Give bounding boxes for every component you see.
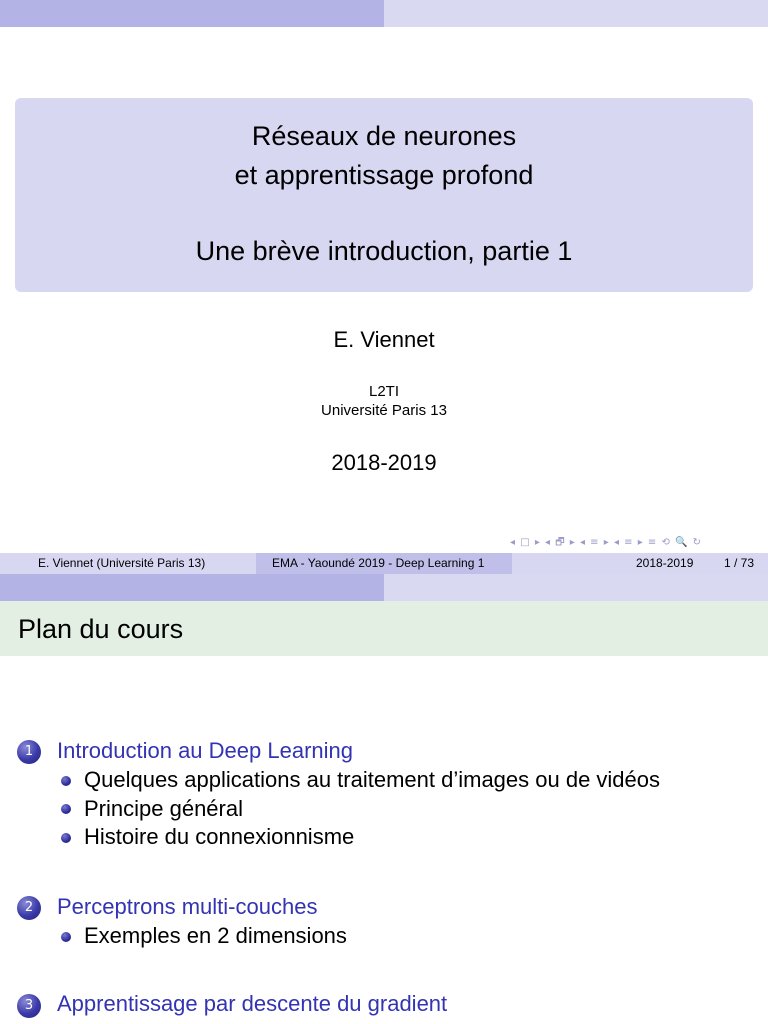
subsection-item[interactable]: Principe général xyxy=(84,796,243,821)
subsection-item[interactable]: Quelques applications au traitement d’images ou de vidéos xyxy=(84,767,661,792)
section-number-3: 3 xyxy=(17,994,41,1018)
header-bar-right xyxy=(384,0,768,27)
bullet-icon xyxy=(61,932,71,942)
title-line-2: et apprentissage profond xyxy=(234,160,534,190)
slide2-header-bar-right xyxy=(384,574,768,601)
section-number-1: 1 xyxy=(17,740,41,764)
presentation-date: 2018-2019 xyxy=(331,450,437,475)
subsection-item[interactable]: Exemples en 2 dimensions xyxy=(84,923,347,948)
bullet-icon xyxy=(61,804,71,814)
section-title-1[interactable]: Introduction au Deep Learning xyxy=(57,738,353,763)
section-title-3[interactable]: Apprentissage par descente du gradient xyxy=(57,991,448,1016)
author-name: E. Viennet xyxy=(333,327,435,352)
footer-event: EMA - Yaoundé 2019 - Deep Learning 1 xyxy=(272,556,485,570)
subsection-item[interactable]: Histoire du connexionnisme xyxy=(84,824,355,849)
title-line-1: Réseaux de neurones xyxy=(251,121,517,151)
footer-date: 2018-2019 xyxy=(636,556,694,570)
header-bar-left xyxy=(0,0,384,27)
frame-title: Plan du cours xyxy=(18,614,184,644)
navigation-symbols[interactable]: ◂ □ ▸ ◂ 🗗 ▸ ◂ ≡ ▸ ◂ ≡ ▸ ≡ ⟲ 🔍 ↻ xyxy=(510,537,703,548)
bullet-icon xyxy=(61,833,71,843)
section-title-2[interactable]: Perceptrons multi-couches xyxy=(57,894,318,919)
slide2-header-bar-left xyxy=(0,574,384,601)
footer-page-number: 1 / 73 xyxy=(724,556,755,570)
section-number-2: 2 xyxy=(17,896,41,920)
institute-lab: L2TI xyxy=(368,383,399,400)
institute-university: Université Paris 13 xyxy=(321,402,447,419)
subtitle: Une brève introduction, partie 1 xyxy=(195,236,573,266)
bullet-icon xyxy=(61,776,71,786)
footer-author: E. Viennet (Université Paris 13) xyxy=(38,556,206,570)
